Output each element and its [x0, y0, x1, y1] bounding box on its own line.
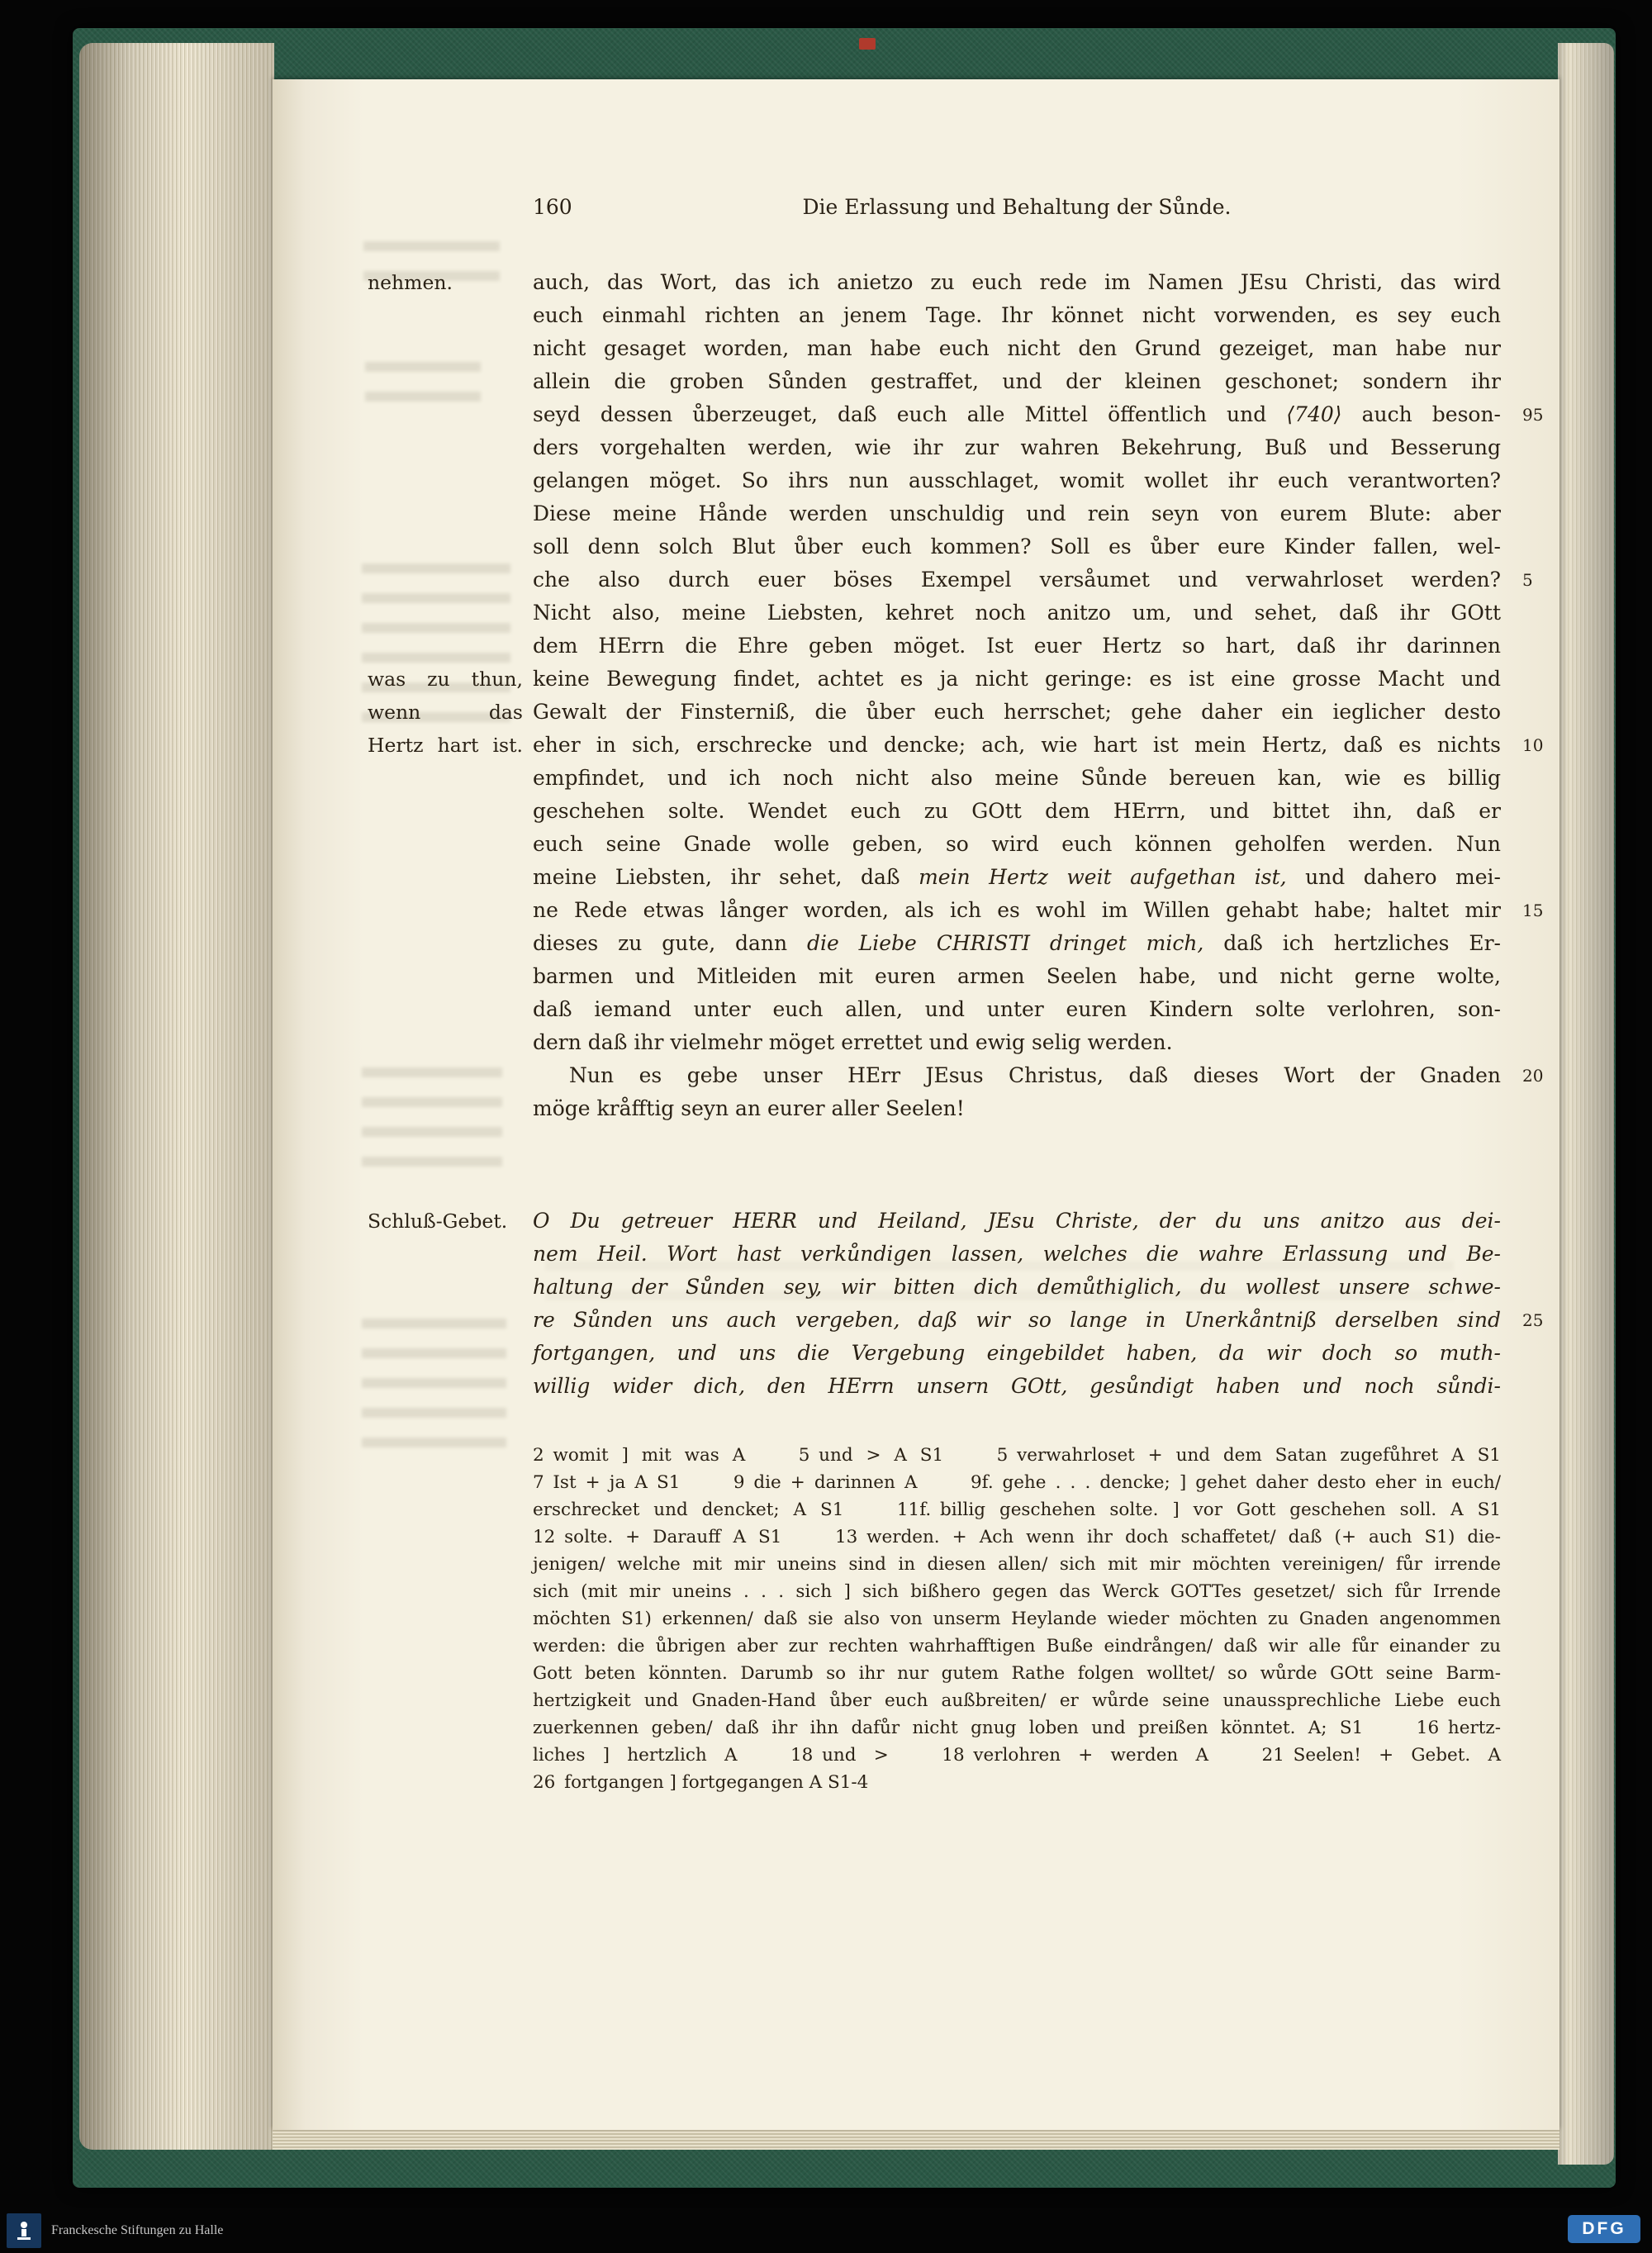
- text-segment: möge kråfftig seyn an eurer aller Seelen!: [533, 1096, 965, 1120]
- text-line: [533, 431, 1501, 464]
- text-line: [533, 563, 1533, 597]
- text-line: [533, 993, 1501, 1026]
- text-segment: und dahero mei-: [1286, 865, 1501, 889]
- text-segment: euch einmahl richten an jenem Tage. Ihr könnet nicht vorwenden, es sey euch: [533, 303, 1501, 327]
- text-line: [533, 530, 1501, 563]
- text-segment: hertzigkeit und Gnaden-Hand ůber euch außbreiten/ er wůrde seine unaussprechliche Liebe euch: [533, 1690, 1501, 1711]
- text-line: [533, 1660, 1501, 1687]
- text-line: [368, 1205, 1501, 1238]
- text-line: [533, 1769, 1501, 1796]
- page-edges-right: [1558, 43, 1614, 2165]
- page-number: 160: [533, 195, 572, 219]
- text-line: [533, 365, 1501, 398]
- text-segment: euch seine Gnade wolle geben, so wird euch können geholfen werden. Nun: [533, 832, 1501, 856]
- margin-note: wenn das: [368, 701, 523, 724]
- text-column: [368, 266, 1544, 1796]
- text-segment: dem HErrn die Ehre geben möget. Ist euer Hertz so hart, daß ihr darinnen: [533, 634, 1501, 658]
- text-segment: auch beson-: [1341, 402, 1501, 426]
- text-segment: daß ich hertzliches Er-: [1203, 931, 1501, 955]
- text-line: [368, 729, 1544, 762]
- text-line: [533, 1469, 1501, 1496]
- text-segment: keine Bewegung findet, achtet es ja nicht geringe: es ist eine grosse Macht und: [533, 667, 1501, 691]
- text-line: [533, 1523, 1501, 1551]
- text-segment: auch, das Wort, das ich anietzo zu euch rede im Namen JEsu Christi, das wird: [533, 270, 1501, 294]
- text-line: [533, 1370, 1501, 1403]
- text-segment: Diese meine Hånde werden unschuldig und rein seyn von eurem Blute: aber: [533, 501, 1501, 525]
- red-bookmark-ribbon: [859, 38, 876, 50]
- text-segment: möchten S1) erkennen/ daß sie also von unserm Heylande wieder möchten zu Gnaden angenommen: [533, 1609, 1501, 1629]
- text-segment: nicht gesaget worden, man habe euch nicht den Grund gezeiget, man habe nur: [533, 336, 1501, 360]
- text-segment: fortgangen, und uns die Vergebung eingebildet haben, da wir doch so muth-: [533, 1341, 1501, 1365]
- text-line: [533, 1578, 1501, 1605]
- margin-note: nehmen.: [368, 271, 453, 294]
- text-line: [533, 1337, 1501, 1370]
- text-line: [533, 795, 1501, 828]
- text-line: [533, 1059, 1544, 1092]
- margin-note: Schluß-Gebet.: [368, 1210, 508, 1233]
- text-line: [533, 1605, 1501, 1633]
- text-segment: dieses zu gute, dann: [533, 931, 807, 955]
- text-line: [533, 762, 1501, 795]
- text-segment: erschrecket und dencket; A S1 11f. billig geschehen solte. ] vor Gott geschehen soll. A S1: [533, 1500, 1501, 1520]
- text-line: [533, 1026, 1501, 1059]
- line-number: 95: [1522, 405, 1544, 425]
- margin-note: was zu thun,: [368, 668, 523, 691]
- line-number: 10: [1522, 735, 1544, 755]
- text-segment: Gott beten könnten. Darumb so ihr nur gutem Rathe folgen wolltet/ so wůrde GOtt seine Barm-: [533, 1663, 1501, 1684]
- text-segment: soll denn solch Blut ůber euch kommen? Soll es ůber eure Kinder fallen, wel-: [533, 535, 1501, 558]
- book-page: [273, 79, 1559, 2130]
- bleedthrough-smudge: [362, 1319, 506, 1451]
- text-segment: allein die groben Sůnden gestraffet, und der kleinen geschonet; sondern ihr: [533, 369, 1501, 393]
- text-segment: werden: die ůbrigen aber zur rechten wahrhafftigen Buße eindrången/ daß wir alle fůr einander zu: [533, 1636, 1501, 1656]
- text-segment: jenigen/ welche mit mir uneins sind in diesen allen/ sich mit mir möchten vereinigen/ fůr irrende: [533, 1554, 1501, 1575]
- line-number: 5: [1522, 570, 1533, 590]
- text-segment: meine Liebsten, ihr sehet, daß: [533, 865, 919, 889]
- line-number: 25: [1522, 1310, 1544, 1330]
- page-header: [533, 195, 1501, 219]
- text-segment: ders vorgehalten werden, wie ihr zur wahren Bekehrung, Buß und Besserung: [533, 435, 1501, 459]
- text-line: [533, 1714, 1501, 1742]
- running-title: Die Erlassung und Behaltung der Sůnde.: [802, 195, 1232, 219]
- text-segment: che also durch euer böses Exempel versåumet und verwahrloset werden?: [533, 568, 1501, 592]
- text-line: [533, 332, 1501, 365]
- text-segment: liches ] hertzlich A 18 und > 18 verlohren + werden A 21 Seelen! + Gebet. A: [533, 1745, 1501, 1766]
- text-line: [533, 1687, 1501, 1714]
- text-segment: O Du getreuer HERR und Heiland, JEsu Christe, der du uns anitzo aus dei-: [533, 1209, 1501, 1233]
- text-segment: 26 fortgangen ] fortgegangen A S1-4: [533, 1772, 869, 1793]
- text-segment: dern daß ihr vielmehr möget errettet und ewig selig werden.: [533, 1030, 1173, 1054]
- institution-credit[interactable]: [7, 2213, 223, 2248]
- text-line: [533, 398, 1544, 431]
- critical-apparatus: [533, 1442, 1501, 1796]
- text-line: [368, 696, 1501, 729]
- emphasized-text: mein Hertz weit aufgethan ist,: [919, 865, 1287, 889]
- text-segment: seyd dessen ůberzeuget, daß euch alle Mittel öffentlich und: [533, 402, 1287, 426]
- text-segment: zuerkennen geben/ daß ihr ihn dafůr nicht gnug loben und preißen könntet. A; S1 16 hertz-: [533, 1718, 1501, 1738]
- text-line: [533, 1304, 1544, 1337]
- bleedthrough-smudge: [365, 362, 481, 415]
- bleedthrough-smudge: [362, 1067, 502, 1175]
- sermon-body-text: [368, 266, 1544, 1125]
- text-line: [533, 828, 1501, 861]
- franckesche-stiftungen-logo-icon: [7, 2213, 41, 2248]
- text-line: [533, 464, 1501, 497]
- text-line: [533, 1092, 1501, 1125]
- text-line: [533, 1633, 1501, 1660]
- emphasized-text: ⟨740⟩: [1286, 402, 1342, 426]
- text-line: [533, 597, 1501, 630]
- text-segment: Nun es gebe unser HErr JEsus Christus, daß dieses Wort der Gnaden: [569, 1063, 1501, 1087]
- text-segment: sich (mit mir uneins . . . sich ] sich bißhero gegen das Werck GOTTes gesetzet/ sich fůr Irrende: [533, 1581, 1501, 1602]
- text-segment: barmen und Mitleiden mit euren armen Seelen habe, und nicht gerne wolte,: [533, 964, 1501, 988]
- margin-note: Hertz hart ist.: [368, 734, 523, 757]
- text-segment: nem Heil. Wort hast verkůndigen lassen, welches die wahre Erlassung und Be-: [533, 1242, 1501, 1266]
- text-line: [533, 861, 1501, 894]
- text-line: [533, 1496, 1501, 1523]
- text-line: [533, 1271, 1501, 1304]
- text-segment: 12 solte. + Darauff A S1 13 werden. + Ach wenn ihr doch schaffetet/ daß (+ auch S1) die-: [533, 1527, 1501, 1547]
- text-line: [533, 1238, 1501, 1271]
- page-edge-bottom: [273, 2128, 1559, 2150]
- text-line: [533, 1742, 1501, 1769]
- text-segment: ne Rede etwas långer worden, als ich es wohl im Willen gehabt habe; haltet mir: [533, 898, 1501, 922]
- text-segment: geschehen solte. Wendet euch zu GOtt dem HErrn, und bittet ihn, daß er: [533, 799, 1501, 823]
- line-number: 20: [1522, 1066, 1544, 1086]
- text-segment: Nicht also, meine Liebsten, kehret noch anitzo um, und sehet, daß ihr GOtt: [533, 601, 1501, 625]
- emphasized-text: die Liebe CHRISTI dringet mich,: [806, 931, 1204, 955]
- closing-prayer-text: [368, 1205, 1544, 1403]
- text-line: [533, 497, 1501, 530]
- text-line: [533, 1551, 1501, 1578]
- page-edges-left: [79, 43, 274, 2150]
- text-segment: 7 Ist + ja A S1 9 die + darinnen A 9f. gehe . . . dencke; ] gehet daher desto eher in euch/: [533, 1472, 1501, 1493]
- text-segment: 2 womit ] mit was A 5 und > A S1 5 verwahrloset + und dem Satan zugefůhret A S1: [533, 1445, 1501, 1466]
- text-line: [533, 630, 1501, 663]
- text-segment: Gewalt der Finsterniß, die ůber euch herrschet; gehe daher ein ieglicher desto: [533, 700, 1501, 724]
- text-line: [368, 266, 1501, 299]
- text-segment: eher in sich, erschrecke und dencke; ach, wie hart ist mein Hertz, daß es nichts: [533, 733, 1501, 757]
- institution-label: Franckesche Stiftungen zu Halle: [51, 2223, 224, 2237]
- dfg-logo[interactable]: DFG: [1568, 2215, 1640, 2243]
- text-segment: daß iemand unter euch allen, und unter euren Kindern solte verlohren, son-: [533, 997, 1501, 1021]
- text-segment: empfindet, und ich noch nicht also meine Sůnde bereuen kan, wie es billig: [533, 766, 1501, 790]
- text-segment: willig wider dich, den HErrn unsern GOtt, gesůndigt haben und noch sůndi-: [533, 1374, 1501, 1398]
- text-line: [533, 299, 1501, 332]
- text-segment: re Sůnden uns auch vergeben, daß wir so lange in Unerkåntniß derselben sind: [533, 1308, 1501, 1332]
- text-line: [533, 960, 1501, 993]
- text-segment: gelangen möget. So ihrs nun ausschlaget, womit wollet ihr euch verantworten?: [533, 468, 1501, 492]
- text-line: [368, 663, 1501, 696]
- text-line: [533, 927, 1501, 960]
- text-line: [533, 1442, 1501, 1469]
- text-segment: haltung der Sůnden sey, wir bitten dich demůthiglich, du wollest unsere schwe-: [533, 1275, 1501, 1299]
- text-line: [533, 894, 1544, 927]
- line-number: 15: [1522, 901, 1544, 920]
